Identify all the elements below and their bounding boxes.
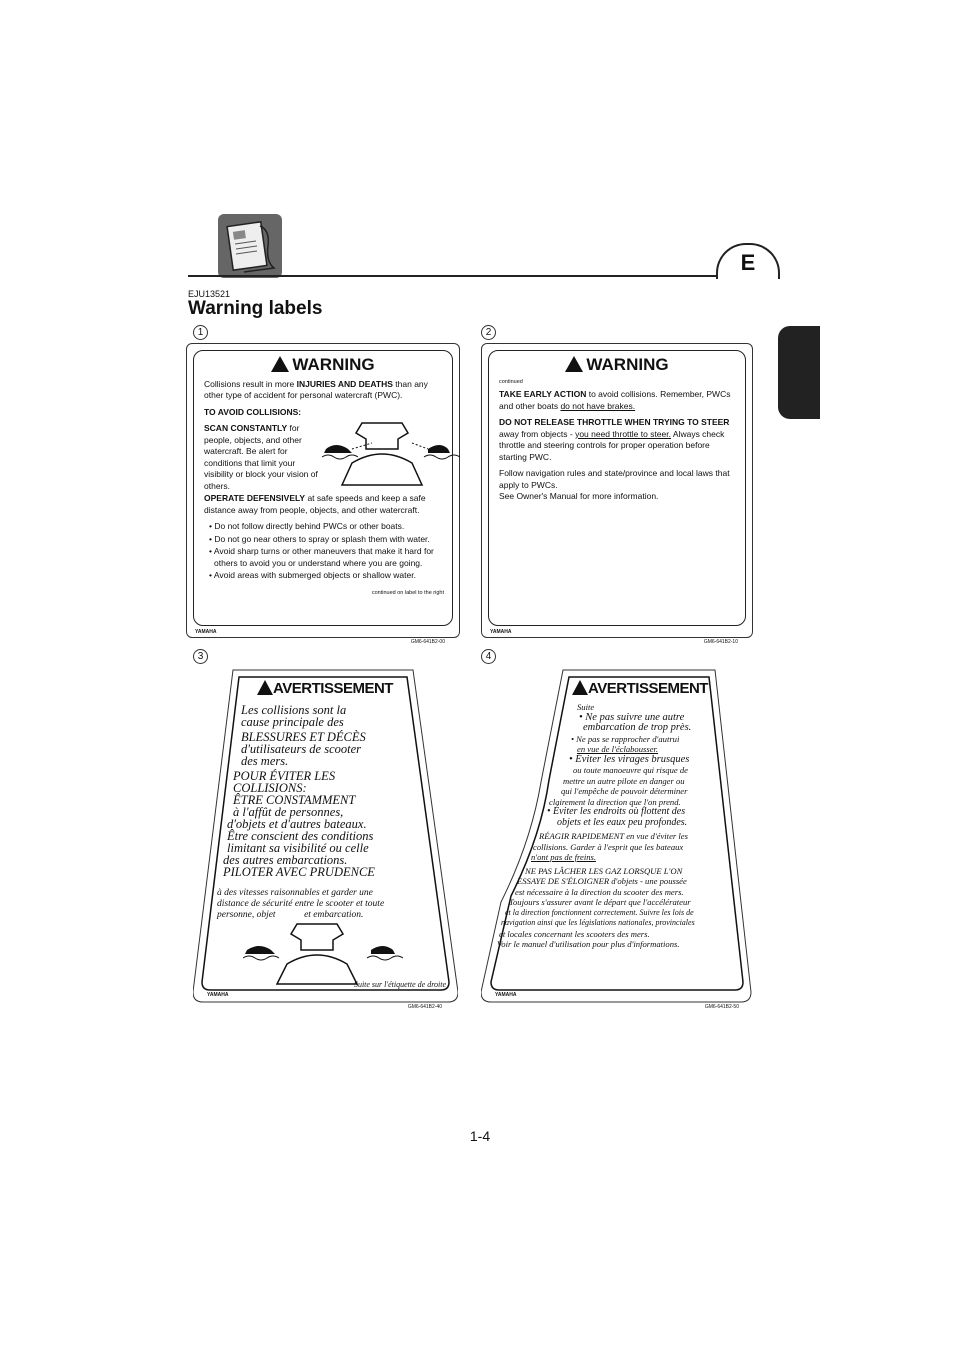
scan-block xyxy=(204,423,444,493)
header-rule xyxy=(188,275,776,277)
early-action-text: TAKE EARLY ACTION to avoid collisions. Remember, PWCs and other boats do not have brakes. xyxy=(499,389,731,411)
warning-heading: AVERTISSEMENT xyxy=(245,680,405,697)
list-item: • Do not go near others to spray or splash them with water. xyxy=(209,533,430,544)
warning-label-1 xyxy=(186,343,460,645)
manual-text: See Owner's Manual for more information. xyxy=(499,491,659,502)
list-item: • Avoid areas with submerged objects or shallow water. xyxy=(209,570,416,581)
continued-note: continued xyxy=(499,379,523,385)
section-code: EJU13521 xyxy=(188,289,231,299)
label-number-2: 2 xyxy=(481,325,496,340)
brand-logo: YAMAHA xyxy=(195,629,217,635)
warning-triangle-icon xyxy=(271,356,289,372)
part-number: GM6-641B2-00 xyxy=(410,639,445,645)
collision-illustration-icon xyxy=(243,922,423,988)
rules-list xyxy=(204,521,444,581)
label3-text-a: Les collisions sont la cause principale des BLESSURES ET DÉCÈS d'utilisateurs de scooter des mers. POUR ÉVITER LES COLLISIONS: ÊTRE CONSTAMMENT à l'affût de personnes, d'objets et d'autres bateaux. Être conscient des conditions limitant sa visibilité ou celle des autres embarcations. PILOTER AVEC PRUDENCE xyxy=(223,703,375,879)
throttle-text: DO NOT RELEASE THROTTLE WHEN TRYING TO STEER away from objects - you need throttle to steer. Always check throttle and steering controls for proper operation before starting PWC. xyxy=(499,417,730,462)
chapter-tab xyxy=(778,326,820,419)
label3-text-b: à des vitesses raisonnables et garder une distance de sécurité entre le scooter et toute personne, objet et embarcation. xyxy=(217,888,385,920)
list-item: • Avoid sharp turns or other maneuvers that make it hard for others to avoid you or understand where you are going. xyxy=(209,546,434,568)
warning-heading: WARNING xyxy=(194,355,452,375)
brand-logo: YAMAHA xyxy=(490,629,512,635)
section-badge: E xyxy=(716,243,780,279)
avoid-heading: TO AVOID COLLISIONS: xyxy=(204,406,302,417)
warning-heading: AVERTISSEMENT xyxy=(565,680,715,697)
part-number: GM6-641B2-10 xyxy=(703,639,738,645)
page-title: Warning labels xyxy=(188,298,323,319)
part-number: GM6-641B2-40 xyxy=(407,1004,442,1010)
operate-text: OPERATE DEFENSIVELY at safe speeds and keep a safe distance away from people, objects, and other watercraft. xyxy=(204,493,426,515)
navigation-text: Follow navigation rules and state/province and local laws that apply to PWCs. xyxy=(499,468,730,490)
label-number-3: 3 xyxy=(193,649,208,664)
scan-text: SCAN CONSTANTLY for people, objects, and other watercraft. Be alert for conditions that limit your visibility or block your vision of others. xyxy=(204,423,318,491)
warning-triangle-icon xyxy=(572,680,588,695)
collision-illustration-icon xyxy=(322,419,460,491)
warning-label-3 xyxy=(193,668,458,1008)
brand-logo: YAMAHA xyxy=(495,992,517,998)
continued-note: Suite sur l'étiquette de droite xyxy=(353,980,446,989)
warning-triangle-icon xyxy=(565,356,583,372)
warning-label-4 xyxy=(481,668,753,1008)
list-item: • Do not follow directly behind PWCs or other boats. xyxy=(209,521,405,532)
label4-text: Suite • Ne pas suivre une autre embarcation de trop près. • Ne pas se rapprocher d'autrui en vue de l'éclabousser. • Éviter les virages brusques ou toute manoeuvre qui risque de mettre un autre pilote en danger ou qui l'empêche de pouvoir déterminer clairement la direction que l'on prend. • Éviter les endroits où flottent des objets et les eaux peu profondes. RÉAGIR RAPIDEMENT en vue d'éviter les collisions. Garder à l'esprit que les bateaux n'ont pas de freins. NE PAS LÂCHER LES GAZ LORSQUE L'ON ESSAYE DE S'ÉLOIGNER d'objets - une poussée est nécessaire à la direction du scooter des mers. Toujours s'assurer avant le départ que l'accélérateur et la direction fonctionnent correctement. Suivre les lois de navigation ainsi que les législations nationales, provinciales et locales concernant les scooters des mers. Voir le manuel d'utilisation pour plus d'informations. xyxy=(497,702,695,949)
label-number-1: 1 xyxy=(193,325,208,340)
intro-text: Collisions result in more INJURIES AND DEATHS than any other type of accident for personal watercraft (PWC). xyxy=(204,379,428,401)
continued-note: continued on label to the right xyxy=(371,589,444,596)
warning-heading: WARNING xyxy=(489,355,745,375)
part-number: GM6-641B2-50 xyxy=(704,1004,739,1010)
brand-logo: YAMAHA xyxy=(207,992,229,998)
label-number-4: 4 xyxy=(481,649,496,664)
warning-triangle-icon xyxy=(257,680,273,695)
manual-book-icon xyxy=(218,214,282,278)
warning-label-2 xyxy=(481,343,753,645)
page-number: 1-4 xyxy=(469,1128,491,1144)
